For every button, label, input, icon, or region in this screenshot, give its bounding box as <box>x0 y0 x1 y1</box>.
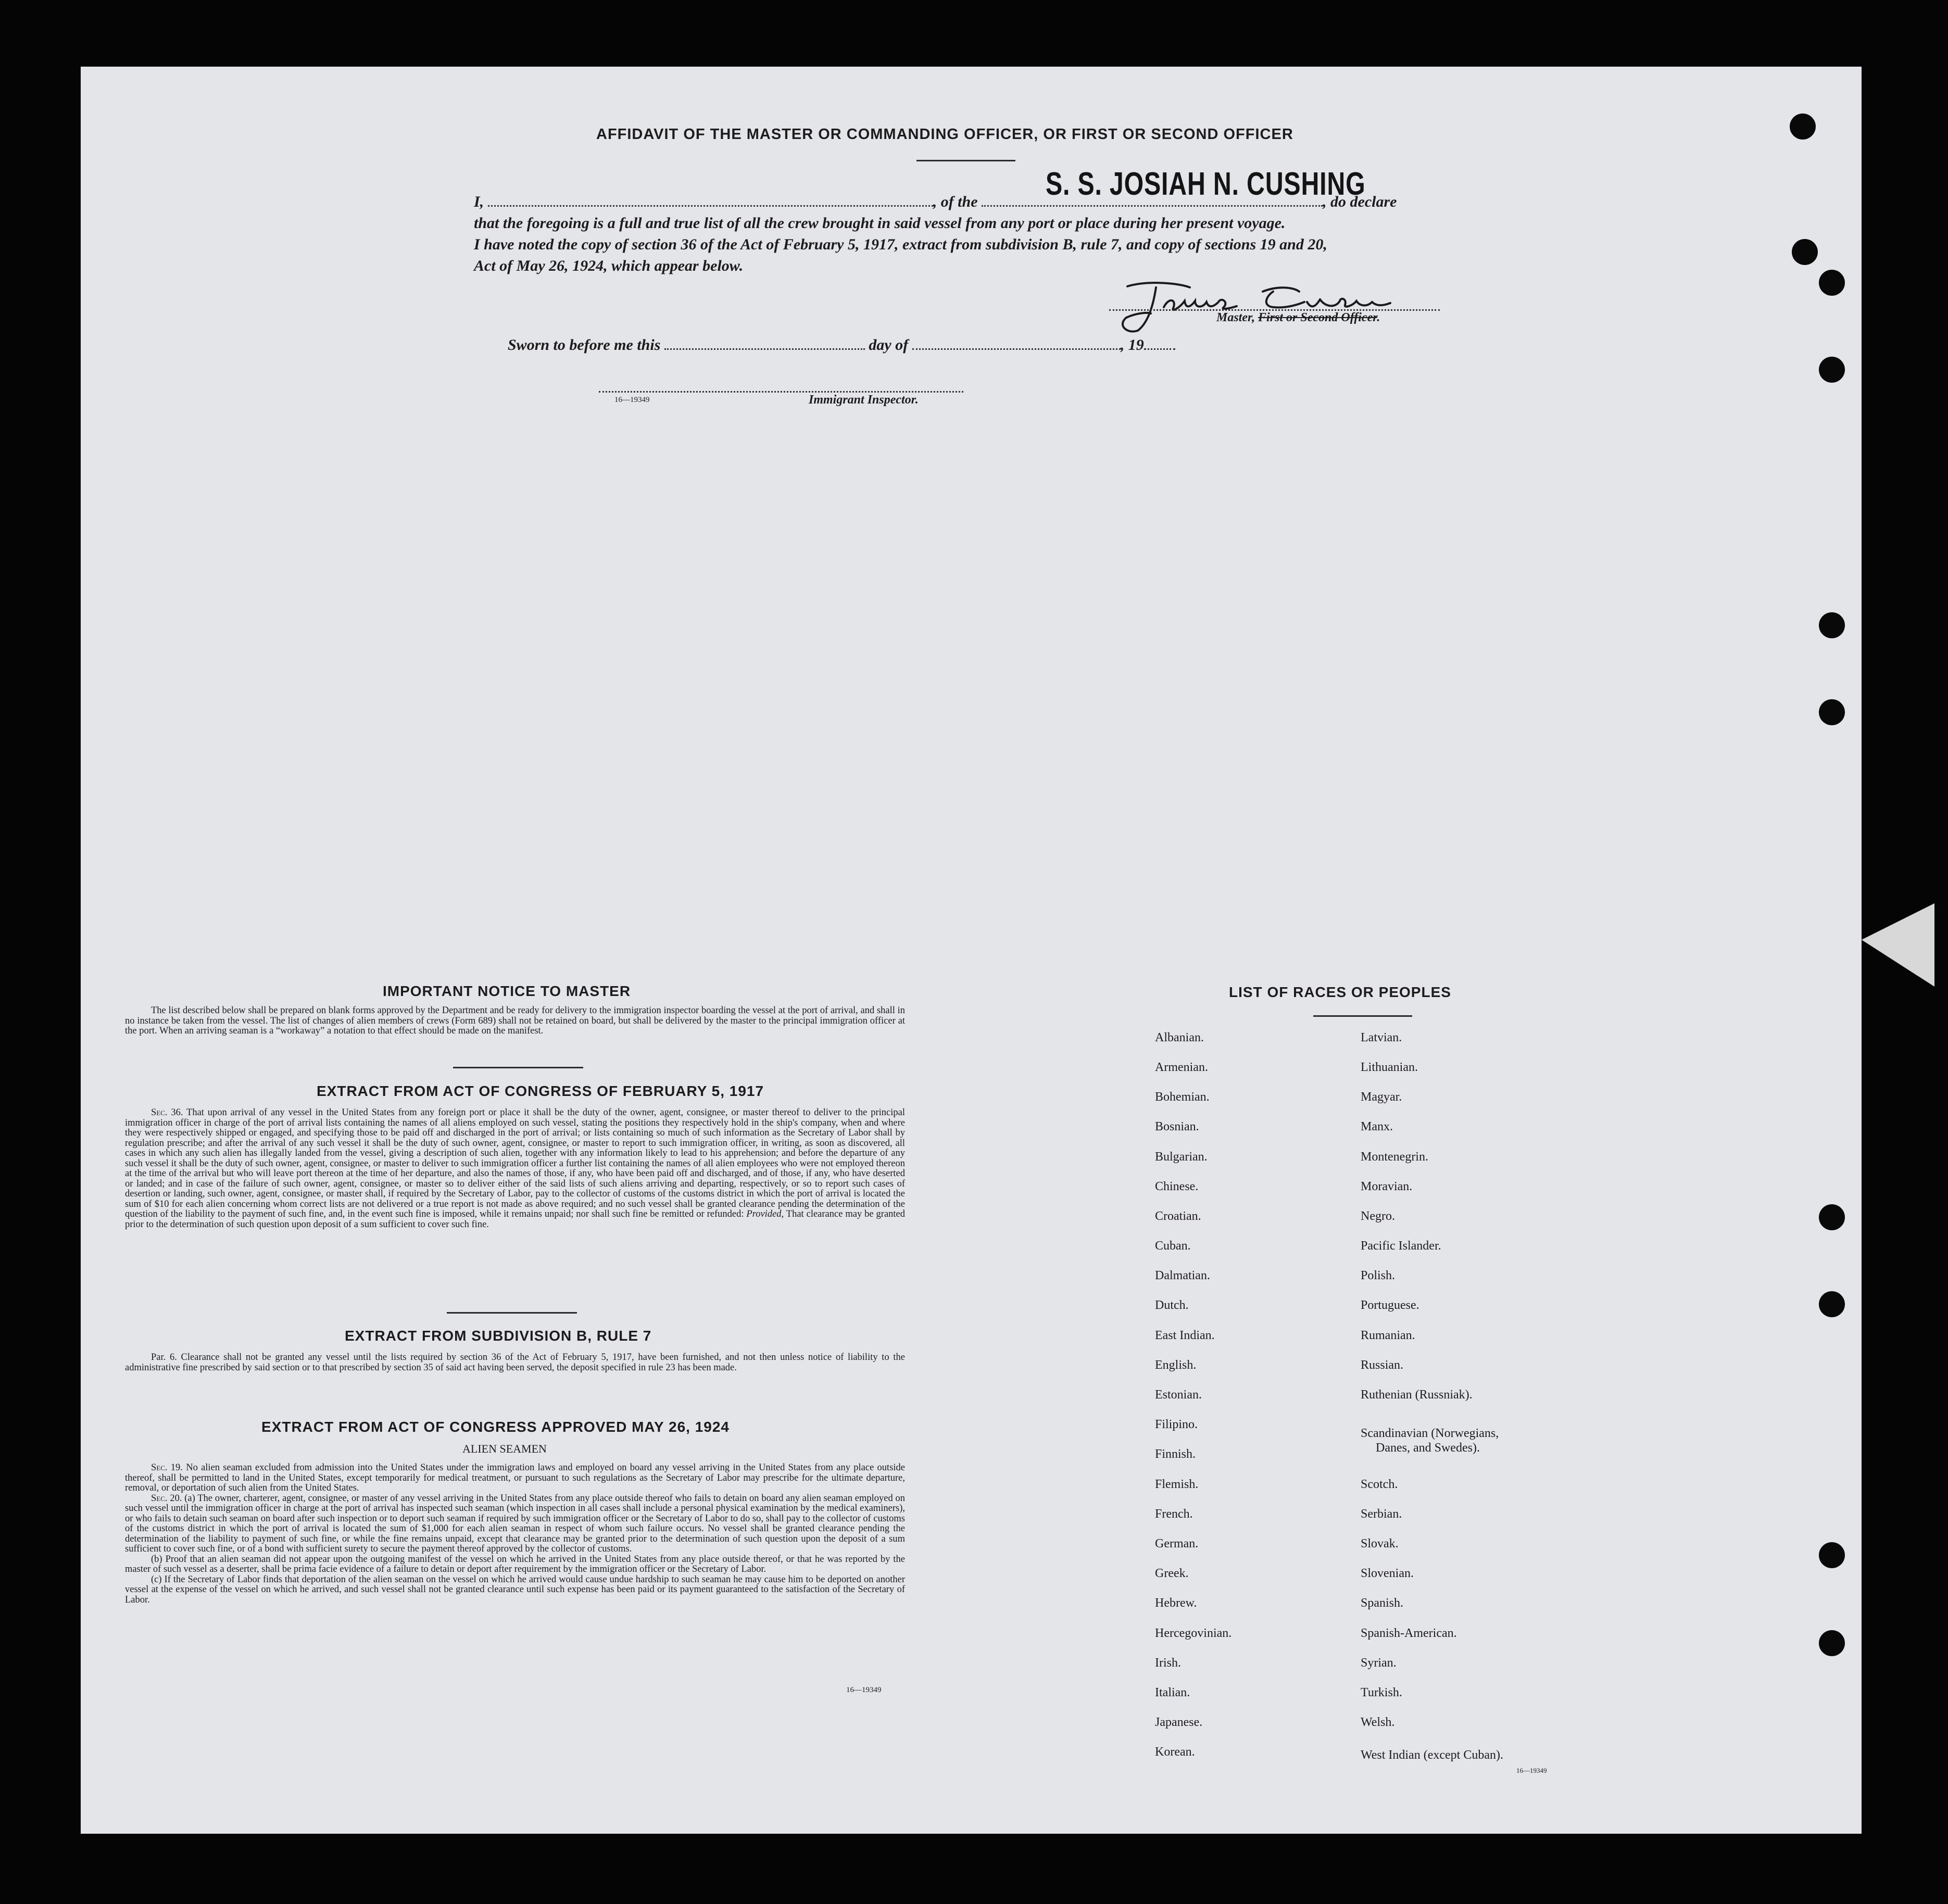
race-item: Japanese. <box>1155 1716 1203 1729</box>
inspector-label: Immigrant Inspector. <box>809 393 919 407</box>
race-item: Moravian. <box>1361 1180 1413 1193</box>
sec20c-paragraph: (c) If the Secretary of Labor finds that deportation of the alien seaman on the vessel on which he arrived would cause undue hardship to such seaman he may cause him to be deported on another vessel at the expense of the vessel on which he arrived, and such vessel shall not be granted clearance until such expense has been paid or its payment guaranteed to the satisfaction of the Secretary of Labor. <box>125 1574 905 1605</box>
year-blank <box>1144 336 1175 350</box>
binder-hole <box>1819 1204 1845 1230</box>
race-item: Cuban. <box>1155 1239 1191 1253</box>
rule7-text <box>125 1353 905 1373</box>
race-item: Manx. <box>1361 1120 1393 1133</box>
race-item: East Indian. <box>1155 1329 1215 1342</box>
race-item: Syrian. <box>1361 1656 1397 1670</box>
binder-hole <box>1819 270 1845 296</box>
race-item: Albanian. <box>1155 1031 1204 1044</box>
race-item: Danes, and Swedes). <box>1376 1441 1480 1455</box>
rule7-title: EXTRACT FROM SUBDIVISION B, RULE 7 <box>345 1328 652 1344</box>
race-item: Magyar. <box>1361 1090 1402 1104</box>
race-item: Slovak. <box>1361 1537 1399 1550</box>
sworn-label: Sworn to before me this <box>508 336 661 354</box>
sec20b-paragraph: (b) Proof that an alien seaman did not appear upon the outgoing manifest of the vessel on which he arrived in the United States from any place outside thereof, or that he was reported by the master of such vessel as a deserter, shall be prima facie evidence of a failure to detain or deport after requirement by the immigration officer or the Secretary of Labor. <box>125 1554 905 1574</box>
sec19-paragraph <box>125 1463 905 1494</box>
race-item: Spanish-American. <box>1361 1626 1457 1640</box>
race-item: Ruthenian (Russniak). <box>1361 1388 1473 1402</box>
line1-end: , do declare <box>1323 193 1397 210</box>
binder-hole <box>1790 114 1816 140</box>
race-item: Hercegovinian. <box>1155 1626 1232 1640</box>
race-item: Pacific Islander. <box>1361 1239 1441 1253</box>
affidavit-title: AFFIDAVIT OF THE MASTER OR COMMANDING OFFICER, OR FIRST OR SECOND OFFICER <box>596 126 1293 143</box>
race-item: English. <box>1155 1358 1197 1372</box>
race-item: Armenian. <box>1155 1061 1208 1074</box>
rule7-paragraph: Par. 6. Clearance shall not be granted any vessel until the lists required by section 36 of the Act of February 5, 1917, have been furnished, and not then unless notice of liability to the administrative fine prescribed by said section or to that prescribed by section 35 of said act having been served, the deposit specified in rule 23 has been made. <box>125 1352 905 1373</box>
race-item: Welsh. <box>1361 1716 1395 1729</box>
race-item: Portuguese. <box>1361 1298 1419 1312</box>
sec19-text: No alien seaman excluded from admission into the United States under the immigration laws and employed on board any vessel arriving in the United States from any place outside thereof, shall be permitted to land in the United States, except temporarily for medical treatment, or pursuant to such regulations as the Secretary of Labor may prescribe for the ultimate departure, removal, or deportation of such alien from the United States. <box>125 1462 905 1493</box>
race-item: German. <box>1155 1537 1199 1550</box>
race-item: Irish. <box>1155 1656 1181 1670</box>
race-item: Negro. <box>1361 1209 1395 1223</box>
sec36-label: Sec. 36. <box>151 1107 183 1118</box>
master-struck-text: First or Second Officer <box>1258 311 1377 324</box>
race-item: Serbian. <box>1361 1507 1402 1521</box>
race-item: Turkish. <box>1361 1686 1402 1699</box>
notice-title: IMPORTANT NOTICE TO MASTER <box>383 983 631 999</box>
sec20a-paragraph <box>125 1494 905 1555</box>
race-item: Lithuanian. <box>1361 1061 1418 1074</box>
race-item: Spanish. <box>1361 1596 1404 1610</box>
master-label: Master, <box>1216 311 1255 324</box>
race-item: Filipino. <box>1155 1418 1198 1431</box>
day-of-label: day of <box>869 336 909 354</box>
affidavit-line2: that the foregoing is a full and true list of all the crew brought in said vessel from any port or place during her present voyage. <box>474 215 1286 232</box>
race-item: Russian. <box>1361 1358 1404 1372</box>
title-divider <box>916 160 1015 161</box>
race-item: Polish. <box>1361 1269 1396 1282</box>
line1-i: I, <box>474 193 484 210</box>
affidavit-line4: Act of May 26, 1924, which appear below. <box>474 257 744 274</box>
binder-hole <box>1792 239 1818 265</box>
sec19-label: Sec. 19. <box>151 1462 183 1473</box>
sec20a-text: (a) The owner, charterer, agent, consignee, or master of any vessel arriving in the United States from any place outside thereof who fails to detain on board any alien seaman employed on such vessel until the immigration officer in charge at the port of arrival has inspected such seaman (which inspection in all cases shall include a personal physical examination by the medical examiners), or who fails to detain such seaman on board after such inspection or to deport such seaman if required by such immigration officer or the Secretary of Labor to do so, shall pay to the collector of customs of the customs district in which the port of arrival is located the sum of $1,000 for each alien seaman in respect of whom such failure occurs. No vessel shall be granted clearance pending the determination of the liability to payment of such fine, or while the fine remains unpaid, except that clearance may be granted prior to the determination of such question upon the deposit of a sum sufficient to cover such fine, or of a bond with sufficient surety to secure the payment thereof approved by the collector of customs. <box>125 1493 905 1554</box>
race-item: Dutch. <box>1155 1298 1189 1312</box>
sworn-day-blank <box>664 336 865 350</box>
race-item: Bohemian. <box>1155 1090 1210 1104</box>
notice-divider <box>453 1067 583 1068</box>
provided-word: Provided, <box>746 1209 784 1219</box>
race-item: Bosnian. <box>1155 1120 1199 1133</box>
binder-hole <box>1819 1542 1845 1568</box>
affidavit-form-number: 16—19349 <box>614 396 650 404</box>
race-item: Slovenian. <box>1361 1567 1414 1580</box>
race-item: Montenegrin. <box>1361 1150 1428 1164</box>
race-item: Scandinavian (Norwegians, <box>1361 1427 1499 1440</box>
vessel-name-stamp: S. S. JOSIAH N. CUSHING <box>1046 166 1366 202</box>
race-item: Estonian. <box>1155 1388 1202 1402</box>
notice-text <box>125 1006 905 1037</box>
sec36-text: That upon arrival of any vessel in the United States from any foreign port or place it shall be the duty of the owner, agent, consignee, or master thereof to deliver to the principal immigration officer in charge of the port of arrival lists containing the names of all aliens employed on such vessel, stating the positions they respectively hold in the ship's company, when and where they were respectively shipped or engaged, and specifying those to be paid off and discharged in the port of arrival; or lists containing so much of such information as the Secretary of Labor shall by regulation prescribe; and after the arrival of any such vessel it shall be the duty of such owner, agent, consignee, or master to report to such immigration officer, in writing, as soon as discovered, all cases in which any such alien has illegally landed from the vessel, giving a description of such alien, together with any information likely to lead to his apprehension; and before the departure of any such vessel it shall be the duty of such owner, agent, consignee, or master to deliver to such immigration officer a further list containing the names of all alien employees who were not employed thereon at the time of the arrival but who will leave port thereon at the time of her departure, and also the names of those, if any, who have been paid off and discharged, and of those, if any, who have deserted or landed; and in case of the failure of such owner, agent, consignee, or master so to deliver either of the said lists of such aliens arriving and departing, respectively, or so to report such cases of desertion or landing, such owner, agent, consignee, or master shall, if required by the Secretary of Labor, pay to the collector of customs of the customs district in which the port of arrival is located the sum of $10 for each alien concerning whom correct lists are not delivered or a true report is not made as above required; and no such vessel shall be granted clearance pending the determination of the question of the liability to the payment of such fine, and, in the event such fine is imposed, while it remains unpaid; nor shall such fine be remitted or refunded: <box>125 1107 905 1219</box>
races-form-number: 16—19349 <box>1516 1767 1547 1774</box>
line1-of-the: , of the <box>933 193 978 210</box>
sec20-label: Sec. 20. <box>151 1493 182 1504</box>
binder-hole <box>1819 699 1845 725</box>
binder-hole <box>1819 1291 1845 1317</box>
binder-hole <box>1819 1630 1845 1656</box>
torn-corner <box>1862 903 1934 987</box>
extract-1917-title: EXTRACT FROM ACT OF CONGRESS OF FEBRUARY 5, 1917 <box>317 1083 764 1099</box>
extract-1924-form-number: 16—19349 <box>846 1686 882 1694</box>
sworn-line <box>508 336 1175 354</box>
races-divider <box>1313 1015 1412 1017</box>
race-item: Bulgarian. <box>1155 1150 1208 1164</box>
race-item: Chinese. <box>1155 1180 1199 1193</box>
race-item: Dalmatian. <box>1155 1269 1210 1282</box>
extract-1917-text <box>125 1108 905 1230</box>
binder-hole <box>1819 612 1845 638</box>
sec36-paragraph <box>125 1108 905 1230</box>
race-item: West Indian (except Cuban). <box>1361 1748 1503 1762</box>
race-item: Greek. <box>1155 1567 1189 1580</box>
race-item: Korean. <box>1155 1745 1195 1759</box>
race-item: Finnish. <box>1155 1447 1196 1461</box>
sworn-month-blank <box>912 336 1121 350</box>
race-item: Scotch. <box>1361 1478 1398 1491</box>
extract-1924-text <box>125 1463 905 1605</box>
year-prefix: , 19 <box>1120 336 1144 354</box>
race-item: Latvian. <box>1361 1031 1402 1044</box>
races-title: LIST OF RACES OR PEOPLES <box>1229 984 1451 1000</box>
race-item: French. <box>1155 1507 1193 1521</box>
race-item: Rumanian. <box>1361 1329 1415 1342</box>
signature-blank <box>1109 297 1440 311</box>
alien-seamen-subtitle: ALIEN SEAMEN <box>462 1442 547 1455</box>
sec36-end: That clearance may be granted prior to the determination of such question upon deposit of a sum sufficient to cover such fine. <box>125 1209 906 1230</box>
notice-paragraph: The list described below shall be prepared on blank forms approved by the Department and be ready for delivery to the immigration inspector boarding the vessel at the port of arrival, and shall in no instance be taken from the vessel. The list of changes of alien members of crews (Form 689) shall not be retained on board, but shall be delivered by the master to the principal immigration officer at the port. When an arriving seaman is a “workaway” a notation to that effect should be made on the manifest. <box>125 1005 905 1036</box>
extract-1924-title: EXTRACT FROM ACT OF CONGRESS APPROVED MAY 26, 1924 <box>261 1419 730 1435</box>
binder-hole <box>1819 357 1845 383</box>
inspector-blank <box>599 379 963 393</box>
name-blank <box>488 193 933 207</box>
affidavit-line3: I have noted the copy of section 36 of the Act of February 5, 1917, extract from subdivision B, rule 7, and copy of sections 19 and 20, <box>474 236 1327 253</box>
race-item: Italian. <box>1155 1686 1190 1699</box>
master-label-line <box>1216 311 1380 325</box>
extract-1917-divider <box>447 1312 577 1314</box>
race-item: Flemish. <box>1155 1478 1199 1491</box>
race-item: Hebrew. <box>1155 1596 1197 1610</box>
master-end: . <box>1377 311 1380 324</box>
race-item: Croatian. <box>1155 1209 1201 1223</box>
